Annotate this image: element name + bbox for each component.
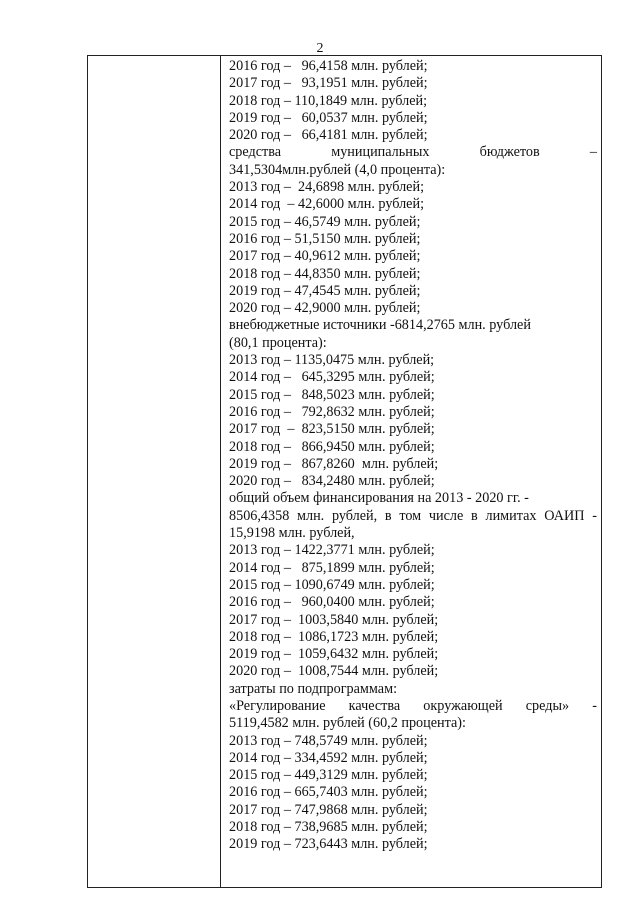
word: рублей, (331, 507, 378, 524)
word: - (592, 697, 597, 714)
text-line: 2020 год – 42,9000 млн. рублей; (229, 300, 421, 317)
text-line: 2019 год – 47,4545 млн. рублей; (229, 282, 421, 299)
text-line: 2015 год – 848,5023 млн. рублей; (229, 386, 435, 403)
text-line: 2020 год – 66,4181 млн. рублей; (229, 127, 428, 144)
word: муниципальных (331, 144, 430, 161)
word: бюджетов (479, 144, 540, 161)
text-line: 2015 год – 1090,6749 млн. рублей; (229, 576, 435, 593)
text-line: 2016 год – 960,0400 млн. рублей; (229, 594, 435, 611)
text-line: 2017 год – 40,9612 млн. рублей; (229, 248, 421, 265)
word: числе (428, 507, 464, 524)
text-line: 2013 год – 748,5749 млн. рублей; (229, 732, 428, 749)
text-line: 2020 год – 1008,7544 млн. рублей; (229, 663, 439, 680)
text-line: 2018 год – 866,9450 млн. рублей; (229, 438, 435, 455)
word: качества (348, 697, 401, 714)
word: том (399, 507, 422, 524)
text-line: 2014 год – 875,1899 млн. рублей; (229, 559, 435, 576)
text-line: 2018 год – 1086,1723 млн. рублей; (229, 628, 439, 645)
text-line: 2015 год – 449,3129 млн. рублей; (229, 767, 428, 784)
text-line: 2017 год – 93,1951 млн. рублей; (229, 75, 428, 92)
justified-line-municipal (229, 144, 597, 161)
text-line: 2019 год – 60,0537 млн. рублей; (229, 109, 428, 126)
text-line: (80,1 процента): (229, 334, 327, 351)
text-line: 2018 год – 738,9685 млн. рублей; (229, 819, 428, 836)
word: млн. (297, 507, 325, 524)
word: в (471, 507, 478, 524)
text-line: 5119,4582 млн. рублей (60,2 процента): (229, 715, 466, 732)
text-line: 2019 год – 867,8260 млн. рублей; (229, 455, 439, 472)
text-line: общий объем финансирования на 2013 - 2020 гг. - (229, 490, 529, 507)
text-line: 2014 год – 42,6000 млн. рублей; (229, 196, 425, 213)
text-line: 2017 год – 747,9868 млн. рублей; (229, 801, 428, 818)
word: «Регулирование (229, 697, 326, 714)
justified-line-subprogram (229, 698, 597, 715)
word: ОАИП (544, 507, 585, 524)
word: лимитах (485, 507, 537, 524)
word: 8506,4358 (229, 507, 290, 524)
text-line: 2019 год – 1059,6432 млн. рублей; (229, 646, 439, 663)
word: средства (229, 144, 282, 161)
text-line: 2013 год – 1135,0475 млн. рублей; (229, 352, 435, 369)
text-line: 2020 год – 834,2480 млн. рублей; (229, 473, 435, 490)
text-line: затраты по подпрограммам: (229, 680, 398, 697)
word: - (592, 507, 597, 524)
text-line: 2018 год – 44,8350 млн. рублей; (229, 265, 421, 282)
word: – (589, 144, 597, 161)
text-line: 2016 год – 51,5150 млн. рублей; (229, 230, 421, 247)
text-line: 2017 год – 1003,5840 млн. рублей; (229, 611, 439, 628)
text-line: 2018 год – 110,1849 млн. рублей; (229, 92, 428, 109)
justified-line-oaip (229, 508, 597, 525)
text-line: 2016 год – 665,7403 млн. рублей; (229, 784, 428, 801)
text-line: внебюджетные источники -6814,2765 млн. рублей (229, 317, 531, 334)
text-line: 341,5304млн.рублей (4,0 процента): (229, 161, 446, 178)
text-line: 2015 год – 46,5749 млн. рублей; (229, 213, 421, 230)
text-line: 2014 год – 645,3295 млн. рублей; (229, 369, 435, 386)
word: в (384, 507, 392, 524)
page-number: 2 (316, 41, 324, 56)
word: окружающей (423, 697, 503, 714)
text-line: 2013 год – 1422,3771 млн. рублей; (229, 542, 435, 559)
text-line: 15,9198 млн. рублей, (229, 525, 355, 542)
text-line: 2017 год – 823,5150 млн. рублей; (229, 421, 435, 438)
text-line: 2016 год – 96,4158 млн. рублей; (229, 58, 428, 74)
word: среды» (525, 697, 570, 714)
text-line: 2019 год – 723,6443 млн. рублей; (229, 836, 428, 853)
text-line: 2013 год – 24,6898 млн. рублей; (229, 179, 425, 196)
text-line: 2014 год – 334,4592 млн. рублей; (229, 749, 428, 766)
financing-table (87, 55, 602, 888)
table-content-cell (221, 56, 601, 887)
table-label-cell (88, 56, 221, 887)
text-line: 2016 год – 792,8632 млн. рублей; (229, 403, 435, 420)
